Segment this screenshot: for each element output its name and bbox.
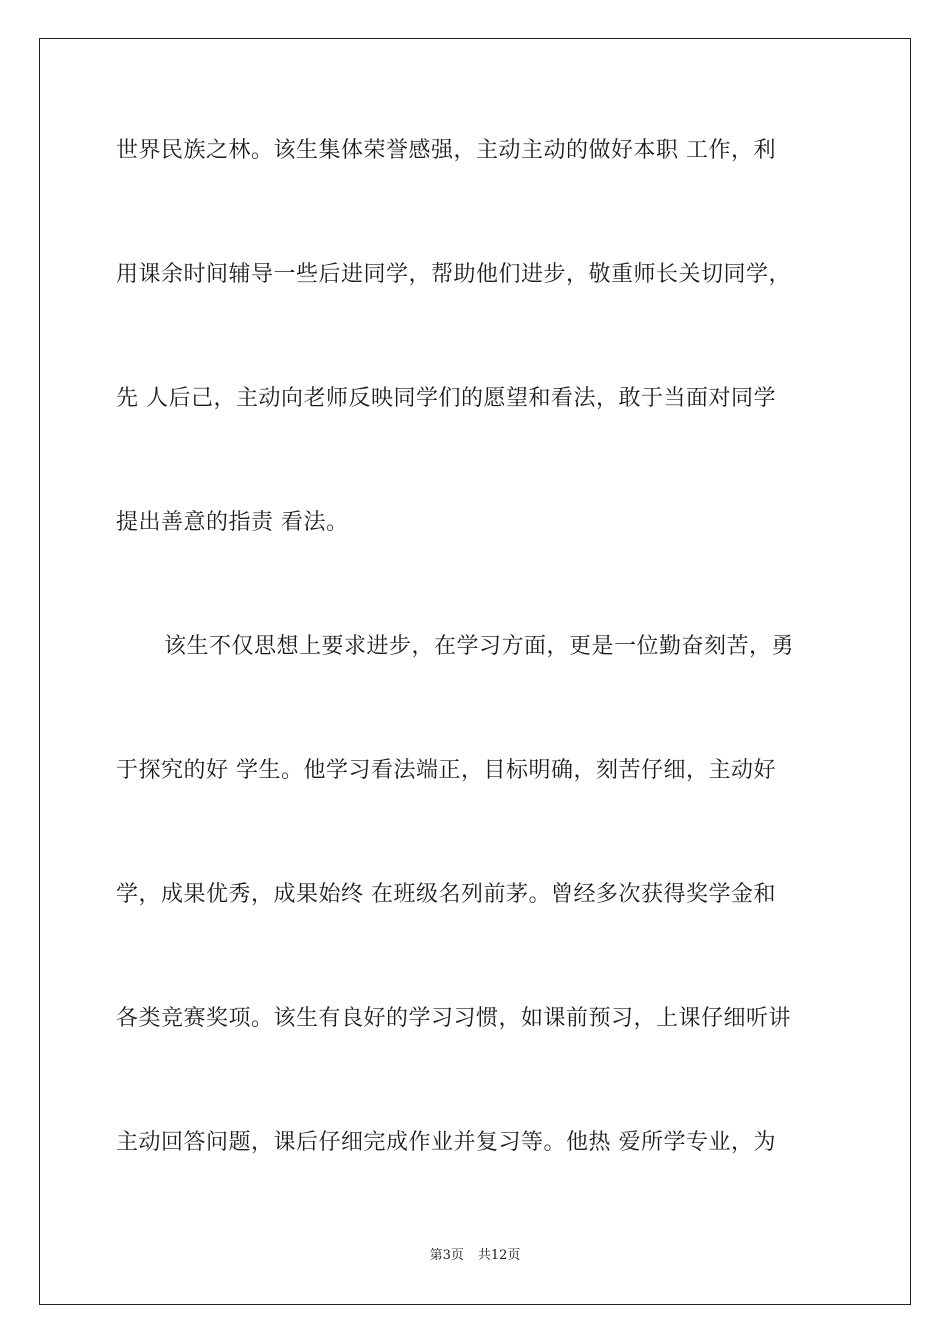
text-line: 各类竞赛奖项。该生有良好的学习习惯，如课前预习，上课仔细听讲 <box>116 1006 792 1031</box>
text-line: 提出善意的指责 看法。 <box>116 510 349 535</box>
text-line: 世界民族之林。该生集体荣誉感强，主动主动的做好本职 工作，利 <box>116 138 776 163</box>
text-line: 用课余时间辅导一些后进同学，帮助他们进步，敬重师长关切同学， <box>116 262 792 287</box>
page-total: 共12页 <box>477 1248 521 1263</box>
page-footer <box>0 1247 950 1265</box>
text-line: 学，成果优秀，成果始终 在班级名列前茅。曾经多次获得奖学金和 <box>116 882 776 907</box>
page-border <box>39 38 911 1305</box>
page-number: 第3页 <box>429 1248 464 1263</box>
text-line: 主动回答问题，课后仔细完成作业并复习等。他热 爱所学专业，为 <box>116 1130 776 1155</box>
paragraph-start-line: 该生不仅思想上要求进步，在学习方面，更是一位勤奋刻苦，勇 <box>164 634 795 659</box>
text-line: 先 人后己，主动向老师反映同学们的愿望和看法，敢于当面对同学 <box>116 386 776 411</box>
text-line: 于探究的好 学生。他学习看法端正，目标明确，刻苦仔细，主动好 <box>116 758 776 783</box>
